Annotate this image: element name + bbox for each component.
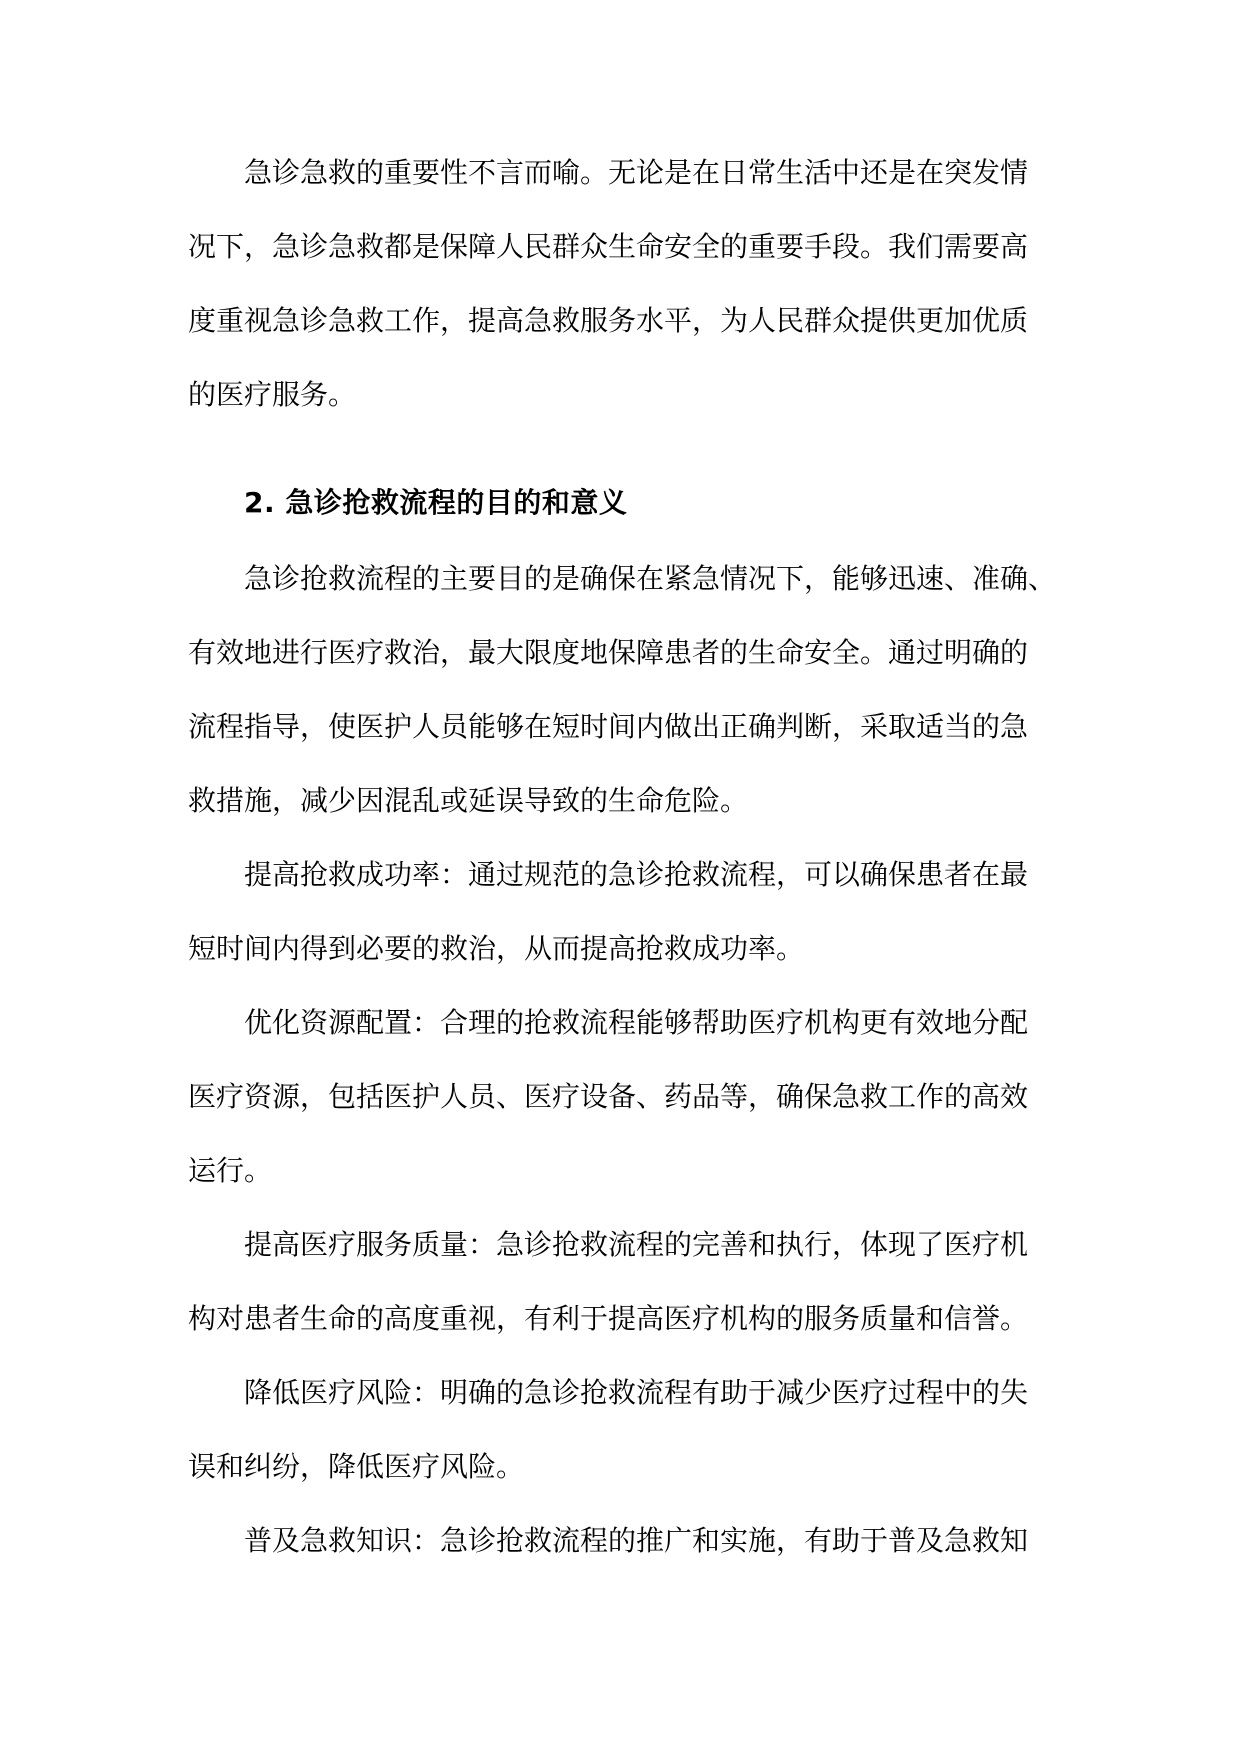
paragraph-6-line-2: 误和纠纷，降低医疗风险。 — [188, 1450, 525, 1483]
paragraph-7-line-1: 普及急救知识：急诊抢救流程的推广和实施，有助于普及急救知 — [244, 1524, 1029, 1557]
section-heading: 2. 急诊抢救流程的目的和意义 — [244, 486, 628, 519]
paragraph-2-line-4: 救措施，减少因混乱或延误导致的生命危险。 — [188, 784, 749, 817]
paragraph-3-line-2: 短时间内得到必要的救治，从而提高抢救成功率。 — [188, 932, 805, 965]
paragraph-3-line-1: 提高抢救成功率：通过规范的急诊抢救流程，可以确保患者在最 — [244, 858, 1029, 891]
paragraph-1-line-3: 度重视急诊急救工作，提高急救服务水平，为人民群众提供更加优质 — [188, 304, 1029, 337]
paragraph-1-line-4: 的医疗服务。 — [188, 378, 357, 411]
paragraph-4-line-3: 运行。 — [188, 1154, 273, 1187]
paragraph-1-line-2: 况下，急诊急救都是保障人民群众生命安全的重要手段。我们需要高 — [188, 230, 1029, 263]
paragraph-1-line-1: 急诊急救的重要性不言而喻。无论是在日常生活中还是在突发情 — [244, 156, 1029, 189]
paragraph-2-line-2: 有效地进行医疗救治，最大限度地保障患者的生命安全。通过明确的 — [188, 636, 1029, 669]
paragraph-2-line-3: 流程指导，使医护人员能够在短时间内做出正确判断，采取适当的急 — [188, 710, 1029, 743]
paragraph-5-line-1: 提高医疗服务质量：急诊抢救流程的完善和执行，体现了医疗机 — [244, 1228, 1029, 1261]
paragraph-6-line-1: 降低医疗风险：明确的急诊抢救流程有助于减少医疗过程中的失 — [244, 1376, 1029, 1409]
paragraph-4-line-1: 优化资源配置：合理的抢救流程能够帮助医疗机构更有效地分配 — [244, 1006, 1029, 1039]
paragraph-4-line-2: 医疗资源，包括医护人员、医疗设备、药品等，确保急救工作的高效 — [188, 1080, 1029, 1113]
paragraph-2-line-1: 急诊抢救流程的主要目的是确保在紧急情况下，能够迅速、准确、 — [244, 562, 1057, 595]
paragraph-5-line-2: 构对患者生命的高度重视，有利于提高医疗机构的服务质量和信誉。 — [188, 1302, 1029, 1335]
